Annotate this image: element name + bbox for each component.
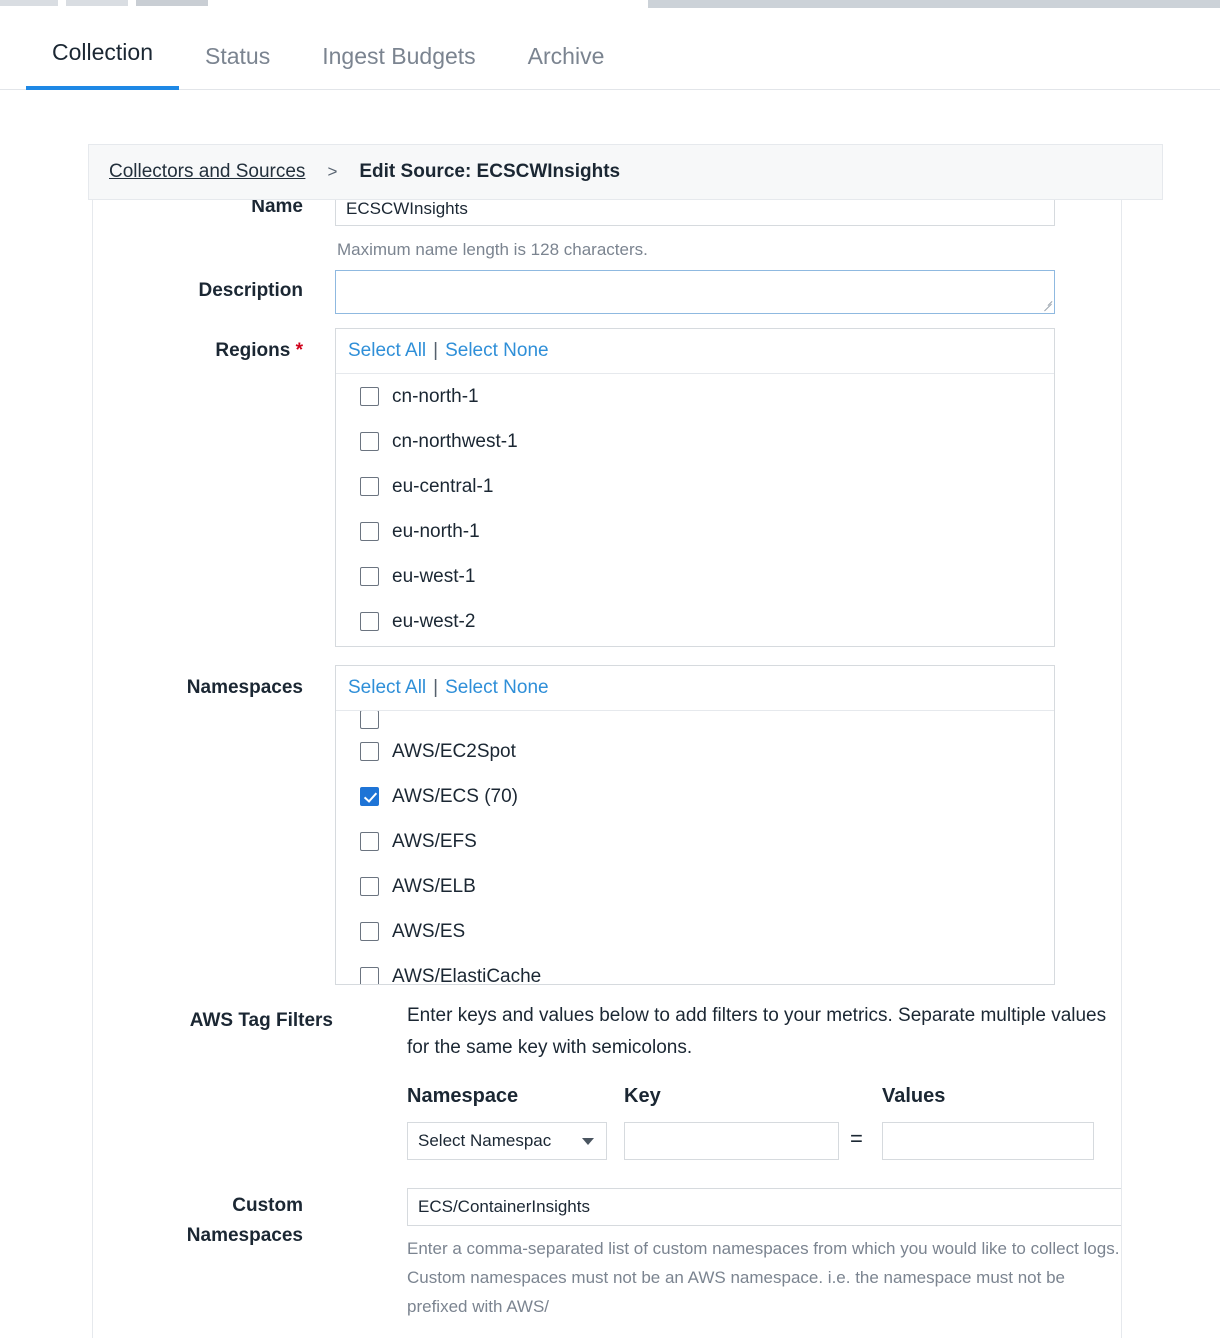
namespace-option[interactable] <box>336 819 1054 864</box>
chevron-down-icon <box>582 1138 594 1145</box>
namespaces-label: Namespaces <box>186 677 303 698</box>
checkbox-icon[interactable] <box>360 877 379 896</box>
tag-filter-key-input[interactable] <box>624 1122 839 1160</box>
browser-tab-3[interactable] <box>136 0 208 6</box>
breadcrumb-separator: > <box>327 162 338 181</box>
namespace-option-label: AWS/ES <box>392 920 466 942</box>
region-option[interactable] <box>336 599 1054 644</box>
namespaces-links-separator: | <box>433 677 439 698</box>
browser-top-strip <box>0 0 1220 8</box>
namespace-option-label: AWS/ECS (70) <box>392 785 518 807</box>
aws-tag-filters-description: Enter keys and values below to add filters to your metrics. Separate multiple values for the same key with semicolons. <box>407 1005 1107 1058</box>
region-option-label: cn-north-1 <box>392 385 479 407</box>
namespace-option[interactable] <box>336 909 1054 954</box>
regions-links-separator: | <box>433 340 439 361</box>
name-input[interactable] <box>335 200 1055 226</box>
regions-select-all-link[interactable]: Select All <box>348 340 427 361</box>
description-label: Description <box>198 280 303 301</box>
equals-sign: = <box>850 1126 863 1151</box>
namespace-option[interactable] <box>336 864 1054 909</box>
tab-archive[interactable]: Archive <box>527 43 605 69</box>
checkbox-icon[interactable] <box>360 567 379 586</box>
region-option[interactable] <box>336 554 1054 599</box>
edit-source-form <box>92 200 1122 1338</box>
browser-toolbar-region <box>648 0 1220 8</box>
region-option[interactable] <box>336 464 1054 509</box>
column-header-namespace: Namespace <box>407 1085 519 1107</box>
name-hint: Maximum name length is 128 characters. <box>337 240 648 259</box>
namespaces-select-all-link[interactable]: Select All <box>348 677 427 698</box>
browser-tab-1[interactable] <box>0 0 58 6</box>
region-option[interactable] <box>336 509 1054 554</box>
region-option-label: cn-northwest-1 <box>392 430 518 452</box>
custom-namespaces-hint: Enter a comma-separated list of custom namespaces from which you would like to collect logs. Custom namespaces must not be an AWS namespace. i.e. the namespace must not be prefixed with AWS/ <box>407 1239 1120 1316</box>
checkbox-icon[interactable] <box>360 711 379 729</box>
checkbox-icon[interactable] <box>360 742 379 761</box>
checkbox-icon[interactable] <box>360 787 379 806</box>
custom-namespaces-label-line2: Namespaces <box>186 1225 303 1246</box>
namespaces-select-none-link[interactable]: Select None <box>445 677 549 698</box>
main-tab-bar <box>0 8 1220 90</box>
checkbox-icon[interactable] <box>360 967 379 985</box>
tab-status[interactable]: Status <box>205 43 271 69</box>
column-header-values: Values <box>882 1085 946 1107</box>
breadcrumb-current: Edit Source: ECSCWInsights <box>359 161 621 182</box>
column-header-key: Key <box>624 1085 661 1107</box>
custom-namespaces-input[interactable] <box>407 1188 1122 1226</box>
region-option-label: eu-west-1 <box>392 565 476 587</box>
region-option[interactable] <box>336 419 1054 464</box>
namespace-option[interactable] <box>336 774 1054 819</box>
checkbox-icon[interactable] <box>360 522 379 541</box>
checkbox-icon[interactable] <box>360 922 379 941</box>
regions-required-marker: * <box>295 340 303 361</box>
checkbox-icon[interactable] <box>360 612 379 631</box>
region-option-label: eu-west-2 <box>392 610 476 632</box>
namespaces-select-controls <box>336 666 1054 711</box>
checkbox-icon[interactable] <box>360 387 379 406</box>
checkbox-icon[interactable] <box>360 477 379 496</box>
namespace-option-label: AWS/ELB <box>392 875 476 897</box>
aws-tag-filters-label: AWS Tag Filters <box>189 1010 333 1031</box>
checkbox-icon[interactable] <box>360 832 379 851</box>
tag-filter-values-input[interactable] <box>882 1122 1094 1160</box>
breadcrumb-link-collectors-and-sources[interactable]: Collectors and Sources <box>109 161 306 182</box>
regions-label <box>93 340 303 362</box>
regions-select-controls <box>336 329 1054 374</box>
name-label: Name <box>251 200 303 217</box>
namespace-option[interactable] <box>336 954 1054 985</box>
region-option-label: eu-central-1 <box>392 475 494 497</box>
regions-label-text: Regions <box>215 340 291 361</box>
content-panel <box>20 90 1220 1338</box>
checkbox-icon[interactable] <box>360 432 379 451</box>
description-textarea[interactable] <box>335 270 1055 314</box>
region-option-label: eu-north-1 <box>392 520 480 542</box>
namespaces-listbox[interactable] <box>335 665 1055 985</box>
browser-tab-2[interactable] <box>66 0 128 6</box>
namespace-option-clipped[interactable] <box>336 711 1054 729</box>
namespace-option-label: AWS/ElastiCache <box>392 965 542 985</box>
namespace-select-dropdown[interactable] <box>407 1122 607 1160</box>
regions-select-none-link[interactable]: Select None <box>445 340 549 361</box>
namespace-option[interactable] <box>336 729 1054 774</box>
breadcrumb <box>88 144 1163 200</box>
tab-collection[interactable]: Collection <box>26 41 179 90</box>
region-option[interactable] <box>336 374 1054 419</box>
custom-namespaces-label-line1: Custom <box>232 1195 303 1216</box>
namespace-option-label: AWS/EC2Spot <box>392 740 516 762</box>
namespace-select-value: Select Namespac <box>418 1131 552 1150</box>
namespace-option-label: AWS/EFS <box>392 830 477 852</box>
tab-ingest-budgets[interactable]: Ingest Budgets <box>322 43 476 69</box>
regions-listbox[interactable] <box>335 328 1055 647</box>
